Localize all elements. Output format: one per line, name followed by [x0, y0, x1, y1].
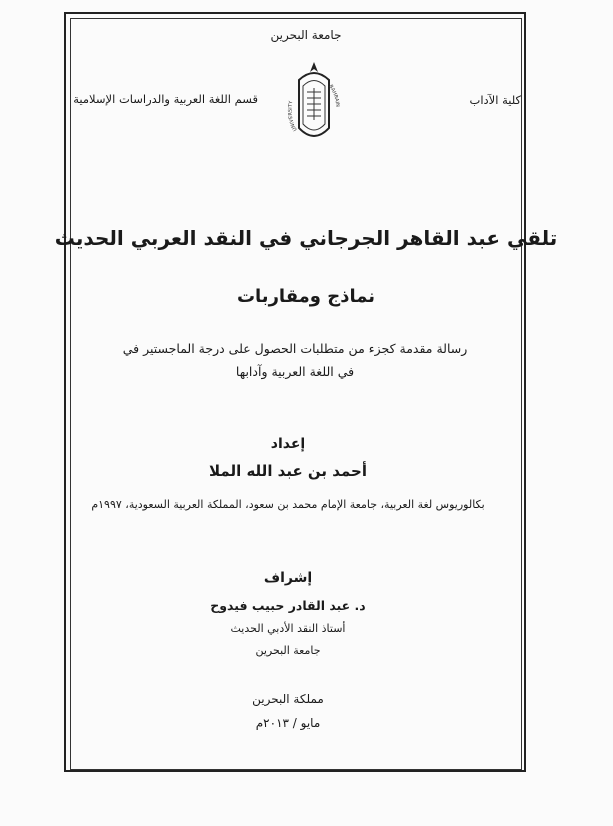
- university-name: جامعة البحرين: [270, 28, 342, 42]
- college-name: كلية الآداب: [469, 93, 521, 107]
- logo-text-right: BAHRAIN: [327, 83, 341, 108]
- prepared-by-heading: إعداد: [270, 436, 306, 452]
- thesis-description-line1: رسالة مقدمة كجزء من متطلبات الحصول على درجة الماجستير في: [122, 341, 468, 356]
- submission-date: مايو / ٢٠١٣م: [255, 716, 321, 730]
- author-degree: بكالوريوس لغة العربية، جامعة الإمام محمد بن سعود، المملكة العربية السعودية، ١٩٩٧م: [91, 498, 485, 511]
- supervisor-university: جامعة البحرين: [255, 644, 321, 657]
- country: مملكة البحرين: [252, 692, 324, 706]
- svg-text:UNIVERSITY: [288, 100, 299, 132]
- author-name: أحمد بن عبد الله الملا: [209, 462, 367, 480]
- department-name: قسم اللغة العربية والدراسات الإسلامية: [73, 92, 258, 106]
- supervision-heading: إشراف: [263, 570, 313, 586]
- supervisor-position: أستاذ النقد الأدبي الحديث: [230, 622, 346, 635]
- university-of-bahrain-logo-icon: [285, 58, 343, 148]
- thesis-title: تلقي عبد القاهر الجرجاني في النقد العربي الحديث: [54, 226, 558, 250]
- thesis-subtitle: نماذج ومقاربات: [236, 286, 376, 307]
- supervisor-name: د. عبد القادر حبيب فيدوح: [210, 598, 366, 613]
- logo-text-left: UNIVERSITY: [287, 100, 299, 133]
- thesis-description-line2: في اللغة العربية وآدابها: [235, 364, 355, 379]
